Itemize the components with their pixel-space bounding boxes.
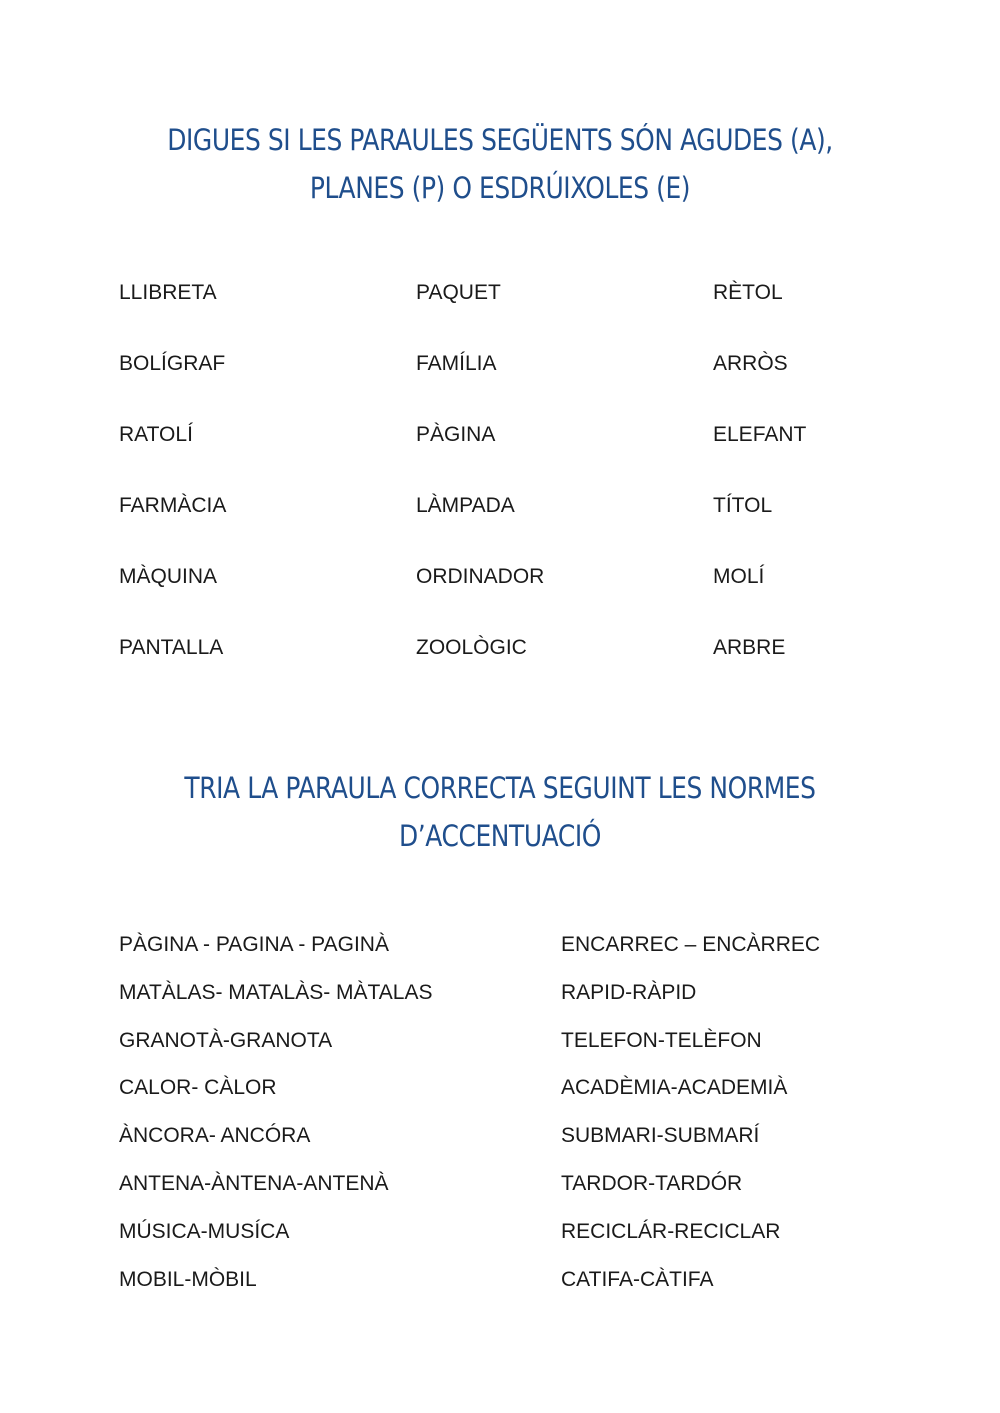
- word-item: FAMÍLIA: [416, 352, 497, 375]
- section1-title: [70, 116, 930, 212]
- word-item: BOLÍGRAF: [119, 352, 226, 375]
- choice-item: RAPID-RÀPID: [561, 981, 697, 1004]
- choice-item: MOBIL-MÒBIL: [119, 1268, 257, 1291]
- word-item: ZOOLÒGIC: [416, 636, 527, 659]
- word-item: ARBRE: [713, 636, 786, 659]
- choice-item: CATIFA-CÀTIFA: [561, 1268, 714, 1291]
- word-item: PAQUET: [416, 281, 501, 304]
- choice-item: ANTENA-ÀNTENA-ANTENÀ: [119, 1172, 389, 1195]
- choice-item: RECICLÁR-RECICLAR: [561, 1220, 781, 1243]
- word-item: TÍTOL: [713, 494, 773, 517]
- word-item: ELEFANT: [713, 423, 807, 446]
- word-item: MOLÍ: [713, 565, 765, 588]
- choice-item: ENCARREC – ENCÀRREC: [561, 933, 821, 956]
- word-item: LÀMPADA: [416, 494, 515, 517]
- word-item: PÀGINA: [416, 423, 496, 446]
- section2-title-line1: TRIA LA PARAULA CORRECTA SEGUINT LES NORMES: [184, 771, 816, 805]
- choice-item: MATÀLAS- MATALÀS- MÀTALAS: [119, 981, 433, 1004]
- choice-item: MÚSICA-MUSÍCA: [119, 1220, 290, 1243]
- choice-item: SUBMARI-SUBMARÍ: [561, 1124, 760, 1147]
- word-item: RÈTOL: [713, 281, 783, 304]
- choice-item: TELEFON-TELÈFON: [561, 1029, 762, 1052]
- section1-title-line1: DIGUES SI LES PARAULES SEGÜENTS SÓN AGUDES (A),: [167, 123, 833, 157]
- choice-item: ÀNCORA- ANCÓRA: [119, 1124, 311, 1147]
- choice-item: GRANOTÀ-GRANOTA: [119, 1029, 333, 1052]
- word-item: RATOLÍ: [119, 423, 193, 446]
- word-item: ORDINADOR: [416, 565, 545, 588]
- choice-item: PÀGINA - PAGINA - PAGINÀ: [119, 933, 389, 956]
- word-item: MÀQUINA: [119, 565, 218, 588]
- section1-title-line2: PLANES (P) O ESDRÚIXOLES (E): [309, 171, 691, 205]
- section2-title-line2: D’ACCENTUACIÓ: [399, 819, 601, 853]
- word-item: FARMÀCIA: [119, 494, 227, 517]
- word-item: PANTALLA: [119, 636, 224, 659]
- choice-item: TARDOR-TARDÓR: [561, 1172, 743, 1195]
- word-item: ARRÒS: [713, 352, 788, 375]
- word-item: LLIBRETA: [119, 281, 217, 304]
- choice-item: ACADÈMIA-ACADEMIÀ: [561, 1076, 788, 1099]
- choice-item: CALOR- CÀLOR: [119, 1076, 277, 1099]
- section2-title: [70, 764, 930, 860]
